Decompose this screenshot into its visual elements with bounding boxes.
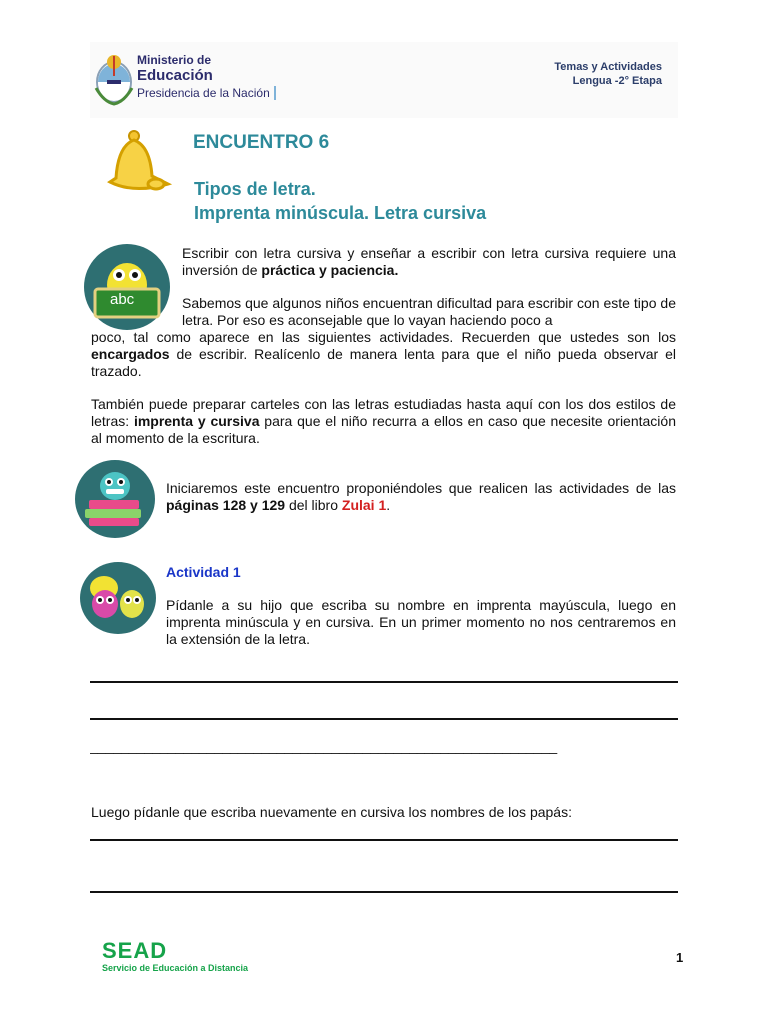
subtitle-line2: Imprenta minúscula. Letra cursiva <box>194 203 487 223</box>
writing-line-2[interactable] <box>90 718 678 720</box>
p4-period: . <box>386 497 391 513</box>
writing-line-4[interactable] <box>90 839 678 841</box>
ministry-line2: Educación <box>137 67 213 84</box>
paragraph-5: Luego pídanle que escriba nuevamente en cursiva los nombres de los papás: <box>91 804 572 820</box>
p3-bold: imprenta y cursiva <box>133 413 260 429</box>
two-monsters-icon <box>80 562 156 634</box>
argentina-emblem-icon <box>94 50 134 106</box>
writing-line-3[interactable]: ____________________________________________________________ <box>90 738 558 754</box>
paragraph-3 <box>91 396 676 447</box>
paragraph-2b <box>91 329 676 380</box>
writing-line-5[interactable] <box>90 891 678 893</box>
p3-text-end: para que el niño recurra a ellos en caso que necesite orientación al momento de la escritura. <box>91 413 676 446</box>
activity-title: Actividad 1 <box>166 564 241 580</box>
ministry-line1: Ministerio de <box>137 53 212 67</box>
page-number: 1 <box>676 950 684 965</box>
abc-label: abc <box>110 291 135 308</box>
p4-book-title: Zulai 1 <box>341 497 387 513</box>
paragraph-2a: Sabemos que algunos niños encuentran dificultad para escribir con este tipo de letra. Por eso es aconsejable que lo vayan haciendo poco a <box>182 295 676 328</box>
ministry-line3: Presidencia de la Nación <box>137 86 276 100</box>
encuentro-title: ENCUENTRO 6 <box>193 132 330 153</box>
p2-bold: encargados <box>91 346 170 362</box>
paragraph-1 <box>182 245 676 279</box>
p4-pages: páginas 128 y 129 <box>166 497 286 513</box>
p1-bold: práctica y paciencia. <box>261 262 399 278</box>
p4-text: Iniciaremos este encuentro proponiéndoles que realicen las actividades de las <box>166 480 676 496</box>
subtitle-line1: Tipos de letra. <box>194 179 316 199</box>
p3-text: También puede preparar carteles con las letras estudiadas hasta aquí con los dos estilos de letras: <box>91 396 676 429</box>
abc-monster-icon <box>83 243 171 331</box>
header-stage: Lengua -2° Etapa <box>572 75 662 87</box>
books-monster-icon <box>75 460 155 538</box>
paragraph-4 <box>166 480 676 514</box>
p1-text: Escribir con letra cursiva y enseñar a escribir con letra cursiva requiere una inversión de <box>182 245 676 278</box>
header-right <box>510 60 662 88</box>
bell-icon <box>104 126 176 196</box>
header-topic: Temas y Actividades <box>554 61 662 73</box>
sead-logo: SEAD <box>102 938 168 963</box>
p4-text-mid: del libro <box>285 497 342 513</box>
p2-text-end: de escribir. Realícenlo de manera lenta para que el niño pueda observar el trazado. <box>91 346 676 379</box>
activity-text: Pídanle a su hijo que escriba su nombre en imprenta mayúscula, luego en imprenta minúscula y en cursiva. En un primer momento no nos centraremos en la extensión de la letra. <box>166 597 676 647</box>
p2-text: poco, tal como aparece en las siguientes actividades. Recuerden que ustedes son los <box>91 329 676 345</box>
sead-subtitle: Servicio de Educación a Distancia <box>102 963 249 973</box>
writing-line-1[interactable] <box>90 681 678 683</box>
